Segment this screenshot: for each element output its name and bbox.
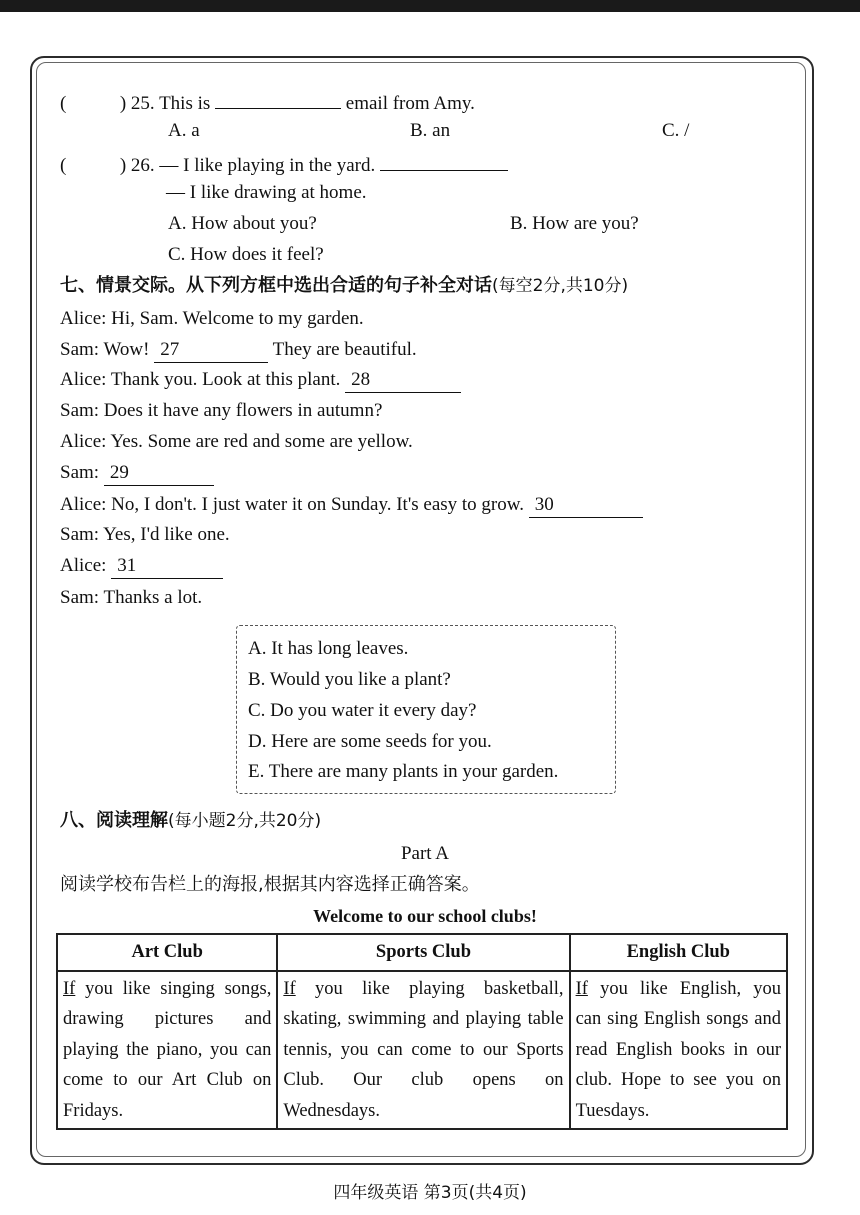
fill-blank[interactable] <box>380 150 508 171</box>
dialogue-line-4: Sam: Does it have any flowers in autumn? <box>60 400 383 421</box>
q25-option-c: C. / <box>662 120 690 141</box>
scan-top-edge <box>0 0 860 12</box>
question-26 <box>60 150 508 178</box>
dialogue-speaker-text: Sam: Wow! <box>60 339 150 360</box>
description-text: you like playing basketball, skating, swimming and playing table tennis, you can come to our Sports Club. Our club opens on Wednesdays. <box>283 978 564 1121</box>
dialogue-speaker-text: Sam: <box>60 462 100 483</box>
club-description-sports <box>277 971 569 1130</box>
question-text-before: This is <box>159 93 211 114</box>
q25-option-b: B. an <box>410 120 451 141</box>
section-8-score-note: (每小题2分,共20分) <box>168 811 322 831</box>
dialogue-line-8: Sam: Yes, I'd like one. <box>60 524 230 545</box>
q26-option-a: A. How about you? <box>168 213 317 234</box>
description-text: you like singing songs, drawing pictures and playing the piano, you can come to our Art Club on Fridays. <box>63 978 272 1121</box>
blank-29[interactable]: 29 <box>104 461 214 486</box>
clubs-header-row <box>57 934 787 971</box>
section-8-title: 八、阅读理解 <box>60 810 168 831</box>
dialogue-line-7 <box>60 493 643 518</box>
option-d: D. Here are some seeds for you. <box>248 731 492 752</box>
clubs-table <box>56 933 788 1130</box>
option-b: B. Would you like a plant? <box>248 669 451 690</box>
first-word: If <box>575 978 588 999</box>
q26-option-b: B. How are you? <box>510 213 639 234</box>
club-name-sports: Sports Club <box>277 934 569 971</box>
dialogue-line-5: Alice: Yes. Some are red and some are yellow. <box>60 431 413 452</box>
fill-blank[interactable] <box>215 88 341 109</box>
option-c: C. Do you water it every day? <box>248 700 477 721</box>
dialogue-line-1: Alice: Hi, Sam. Welcome to my garden. <box>60 308 364 329</box>
club-description-art <box>57 971 277 1130</box>
club-name-art: Art Club <box>57 934 277 971</box>
answer-paren-open: ( <box>60 155 67 176</box>
dialogue-line-10: Sam: Thanks a lot. <box>60 587 203 608</box>
reading-instruction: 阅读学校布告栏上的海报,根据其内容选择正确答案。 <box>60 874 480 895</box>
dialogue-line-2 <box>60 338 417 363</box>
question-text-after: email from Amy. <box>345 93 475 114</box>
question-26-line-2: — I like drawing at home. <box>166 182 367 203</box>
club-description-english <box>570 971 787 1130</box>
blank-27[interactable]: 27 <box>154 338 268 363</box>
dialogue-line-3 <box>60 368 461 393</box>
poster-title: Welcome to our school clubs! <box>313 906 537 926</box>
part-a-label: Part A <box>400 843 450 864</box>
clubs-body-row <box>57 971 787 1130</box>
q25-option-a: A. a <box>168 120 200 141</box>
option-e: E. There are many plants in your garden. <box>248 761 559 782</box>
section-7-heading <box>60 274 628 298</box>
dialogue-speaker-text: Alice: <box>60 555 107 576</box>
dialogue-text-after: They are beautiful. <box>272 339 417 360</box>
first-word: If <box>63 978 76 999</box>
section-7-score-note: (每空2分,共10分) <box>492 276 629 296</box>
club-name-english: English Club <box>570 934 787 971</box>
question-line-1: — I like playing in the yard. <box>159 155 376 176</box>
dialogue-line-9 <box>60 554 223 579</box>
first-word: If <box>283 978 296 999</box>
dialogue-speaker-text: Alice: No, I don't. I just water it on Sunday. It's easy to grow. <box>60 494 524 515</box>
question-25 <box>60 88 475 116</box>
blank-28[interactable]: 28 <box>345 368 461 393</box>
dialogue-speaker-text: Alice: Thank you. Look at this plant. <box>60 369 341 390</box>
section-8-heading <box>60 809 321 833</box>
q26-option-c: C. How does it feel? <box>168 244 324 265</box>
answer-paren-open: ( <box>60 93 67 114</box>
dialogue-line-6 <box>60 461 214 486</box>
description-text: you like English, you can sing English songs and read English books in our club. Hope to see you on Tuesdays. <box>575 978 782 1121</box>
page-footer: 四年级英语 第3页(共4页) <box>333 1183 527 1203</box>
question-number: ) 26. <box>119 155 155 176</box>
blank-31[interactable]: 31 <box>111 554 223 579</box>
section-7-title: 七、情景交际。从下列方框中选出合适的句子补全对话 <box>60 275 492 296</box>
option-a: A. It has long leaves. <box>248 638 409 659</box>
question-number: ) 25. <box>119 93 155 114</box>
blank-30[interactable]: 30 <box>529 493 643 518</box>
